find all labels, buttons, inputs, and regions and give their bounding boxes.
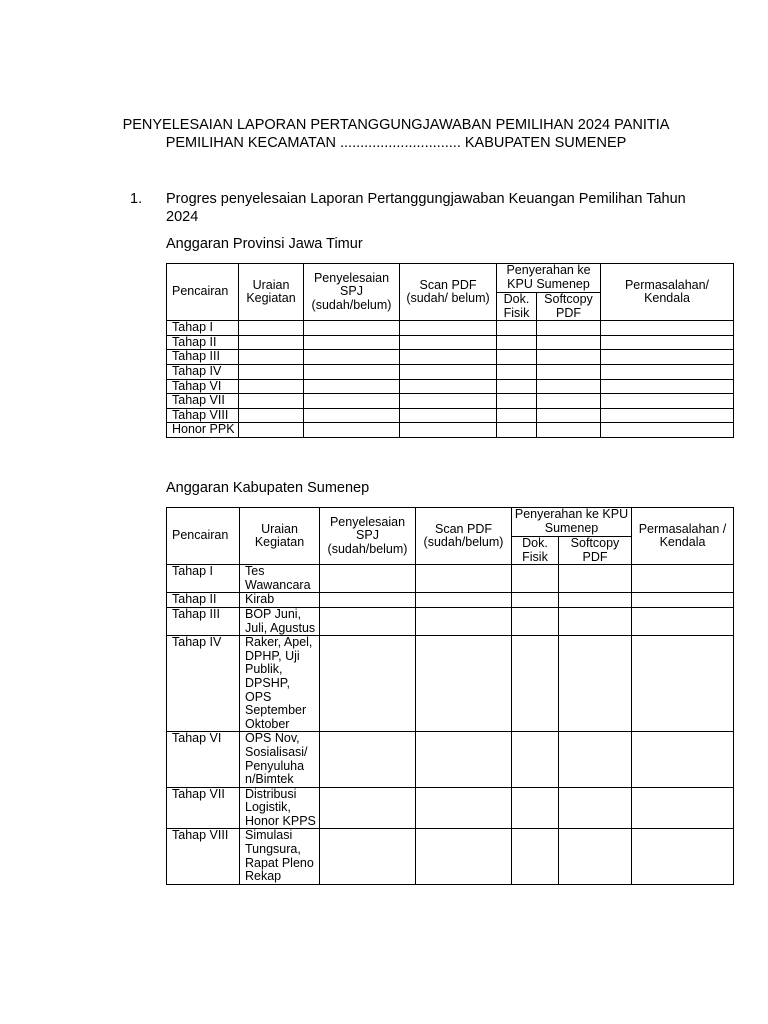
header-permasalahan: Permasalahan / Kendala — [632, 508, 734, 565]
cell-empty — [601, 335, 734, 350]
cell-empty — [537, 408, 601, 423]
header-pencairan: Pencairan — [167, 508, 240, 565]
cell-empty — [559, 829, 632, 884]
cell-uraian: Raker, Apel, DPHP, Uji Publik, DPSHP, OPS September Oktober — [240, 636, 320, 732]
cell-empty — [320, 607, 416, 635]
cell-empty — [304, 379, 400, 394]
cell-empty — [601, 408, 734, 423]
table-row — [167, 335, 734, 350]
cell-pencairan: Tahap IV — [167, 364, 239, 379]
cell-empty — [304, 335, 400, 350]
cell-uraian: BOP Juni, Juli, Agustus — [240, 607, 320, 635]
cell-pencairan: Tahap VIII — [167, 408, 239, 423]
cell-empty — [304, 408, 400, 423]
table-provinsi — [166, 263, 734, 438]
table-row — [167, 408, 734, 423]
cell-empty — [559, 565, 632, 593]
cell-uraian: Kirab — [240, 593, 320, 608]
cell-empty — [320, 787, 416, 829]
cell-empty — [400, 423, 497, 438]
item-number: 1. — [130, 191, 143, 207]
cell-empty — [416, 787, 512, 829]
cell-empty — [304, 423, 400, 438]
cell-empty — [632, 565, 734, 593]
cell-pencairan: Tahap I — [167, 321, 239, 336]
table2-heading: Anggaran Kabupaten Sumenep — [166, 480, 370, 496]
cell-pencairan: Tahap VIII — [167, 829, 240, 884]
cell-empty — [537, 350, 601, 365]
table-row — [167, 364, 734, 379]
cell-pencairan: Honor PPK — [167, 423, 239, 438]
cell-empty — [537, 379, 601, 394]
header-uraian: Uraian Kegiatan — [239, 264, 304, 321]
cell-pencairan: Tahap IV — [167, 636, 240, 732]
cell-empty — [601, 379, 734, 394]
title-line-2: PEMILIHAN KECAMATAN .............................. KABUPATEN SUMENEP — [165, 135, 627, 151]
cell-empty — [320, 636, 416, 732]
header-softcopy: Softcopy PDF — [559, 537, 632, 565]
cell-empty — [400, 335, 497, 350]
cell-empty — [601, 364, 734, 379]
cell-pencairan: Tahap VI — [167, 732, 240, 787]
cell-pencairan: Tahap II — [167, 593, 240, 608]
cell-empty — [512, 593, 559, 608]
header-scan: Scan PDF (sudah/belum) — [416, 508, 512, 565]
cell-uraian — [239, 423, 304, 438]
table1-heading: Anggaran Provinsi Jawa Timur — [166, 236, 363, 252]
cell-empty — [601, 321, 734, 336]
cell-empty — [537, 394, 601, 409]
table-row — [167, 636, 734, 732]
cell-empty — [632, 607, 734, 635]
cell-empty — [497, 321, 537, 336]
cell-uraian — [239, 394, 304, 409]
cell-empty — [632, 829, 734, 884]
cell-empty — [320, 565, 416, 593]
cell-empty — [416, 829, 512, 884]
title-line-1: PENYELESAIAN LAPORAN PERTANGGUNGJAWABAN PEMILIHAN 2024 PANITIA — [122, 117, 670, 133]
header-dok-fisik: Dok. Fisik — [512, 537, 559, 565]
table-row — [167, 607, 734, 635]
cell-empty — [512, 732, 559, 787]
cell-empty — [400, 364, 497, 379]
cell-empty — [632, 636, 734, 732]
item-text: Progres penyelesaian Laporan Pertanggungjawaban Keuangan Pemilihan Tahun 2024 — [166, 191, 686, 225]
header-penyerahan: Penyerahan ke KPU Sumenep — [512, 508, 632, 537]
cell-pencairan: Tahap II — [167, 335, 239, 350]
cell-empty — [537, 321, 601, 336]
table-kabupaten — [166, 507, 734, 885]
table-row — [167, 379, 734, 394]
cell-empty — [400, 394, 497, 409]
table-row — [167, 829, 734, 884]
cell-uraian: Tes Wawancara — [240, 565, 320, 593]
header-penyelesaian: Penyelesaian SPJ (sudah/belum) — [320, 508, 416, 565]
cell-empty — [512, 565, 559, 593]
cell-empty — [304, 321, 400, 336]
table-row — [167, 787, 734, 829]
cell-empty — [559, 732, 632, 787]
cell-empty — [537, 364, 601, 379]
cell-empty — [304, 350, 400, 365]
header-softcopy: Softcopy PDF — [537, 293, 601, 321]
cell-empty — [400, 350, 497, 365]
cell-empty — [601, 350, 734, 365]
cell-pencairan: Tahap III — [167, 350, 239, 365]
cell-empty — [497, 364, 537, 379]
cell-empty — [632, 593, 734, 608]
cell-pencairan: Tahap III — [167, 607, 240, 635]
header-pencairan: Pencairan — [167, 264, 239, 321]
document-title — [96, 116, 696, 152]
cell-empty — [497, 335, 537, 350]
table-row — [167, 732, 734, 787]
header-dok-fisik: Dok. Fisik — [497, 293, 537, 321]
table-row — [167, 593, 734, 608]
cell-empty — [497, 379, 537, 394]
cell-empty — [400, 408, 497, 423]
cell-uraian: Simulasi Tungsura, Rapat Pleno Rekap — [240, 829, 320, 884]
cell-empty — [497, 350, 537, 365]
cell-uraian: Distribusi Logistik, Honor KPPS — [240, 787, 320, 829]
cell-uraian — [239, 364, 304, 379]
cell-empty — [400, 321, 497, 336]
cell-empty — [320, 593, 416, 608]
table-row — [167, 394, 734, 409]
cell-empty — [304, 394, 400, 409]
cell-empty — [416, 593, 512, 608]
cell-empty — [497, 394, 537, 409]
table-row — [167, 350, 734, 365]
cell-empty — [512, 607, 559, 635]
cell-pencairan: Tahap I — [167, 565, 240, 593]
cell-empty — [512, 636, 559, 732]
cell-empty — [559, 607, 632, 635]
cell-pencairan: Tahap VII — [167, 787, 240, 829]
cell-empty — [320, 732, 416, 787]
cell-pencairan: Tahap VI — [167, 379, 239, 394]
cell-empty — [416, 732, 512, 787]
cell-empty — [537, 423, 601, 438]
cell-uraian: OPS Nov, Sosialisasi/ Penyuluha n/Bimtek — [240, 732, 320, 787]
cell-empty — [497, 408, 537, 423]
cell-empty — [416, 636, 512, 732]
header-uraian: Uraian Kegiatan — [240, 508, 320, 565]
cell-empty — [416, 565, 512, 593]
table-row — [167, 423, 734, 438]
cell-empty — [559, 787, 632, 829]
cell-uraian — [239, 350, 304, 365]
cell-empty — [304, 364, 400, 379]
cell-empty — [512, 787, 559, 829]
cell-empty — [632, 787, 734, 829]
cell-uraian — [239, 321, 304, 336]
cell-uraian — [239, 335, 304, 350]
header-scan: Scan PDF (sudah/ belum) — [400, 264, 497, 321]
cell-empty — [320, 829, 416, 884]
table-row — [167, 321, 734, 336]
cell-empty — [537, 335, 601, 350]
header-permasalahan: Permasalahan/ Kendala — [601, 264, 734, 321]
header-penyelesaian: Penyelesaian SPJ (sudah/belum) — [304, 264, 400, 321]
cell-empty — [497, 423, 537, 438]
cell-empty — [512, 829, 559, 884]
cell-empty — [601, 394, 734, 409]
cell-pencairan: Tahap VII — [167, 394, 239, 409]
cell-uraian — [239, 379, 304, 394]
cell-empty — [601, 423, 734, 438]
cell-empty — [559, 593, 632, 608]
table-row — [167, 565, 734, 593]
cell-uraian — [239, 408, 304, 423]
header-penyerahan: Penyerahan ke KPU Sumenep — [497, 264, 601, 293]
cell-empty — [632, 732, 734, 787]
cell-empty — [400, 379, 497, 394]
cell-empty — [416, 607, 512, 635]
cell-empty — [559, 636, 632, 732]
